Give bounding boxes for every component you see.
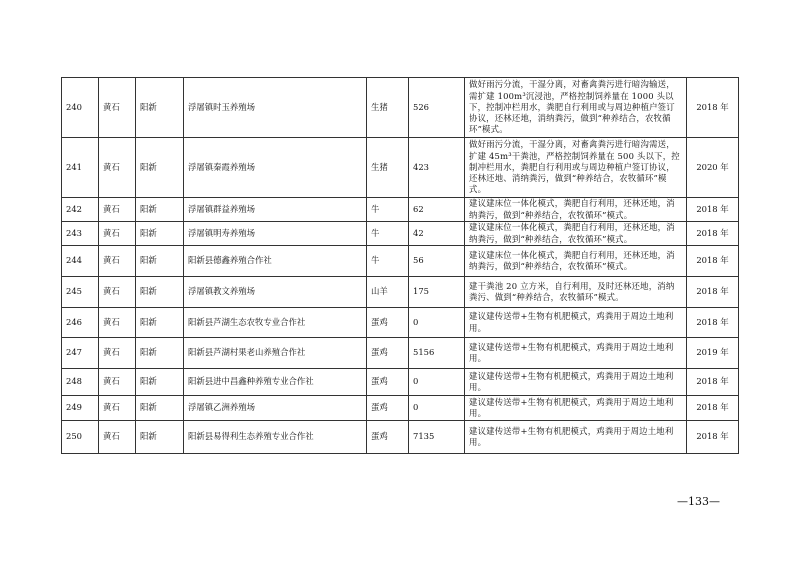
row-index: 250 [62,421,99,454]
farm-name-cell: 浮屠镇乙洲养殖场 [184,396,367,421]
row-index: 249 [62,396,99,421]
measure-cell: 做好雨污分流，干湿分离，对畜禽粪污进行暗沟输送，需扩建 100m³沉浸池，严格控制饲养量在 1000 头以下，控制冲栏用水，粪肥自行利用或与周边种植户签订协议，还林还地，消纳粪污，做到“种养结合，农牧循环”模式。 [465,78,687,138]
measure-cell: 建议建传送带+生物有机肥模式，鸡粪用于周边土地利用。 [465,396,687,421]
quantity-cell: 7135 [409,421,465,454]
farm-name-cell: 阳新县易得利生态养殖专业合作社 [184,421,367,454]
year-cell: 2018 年 [687,421,739,454]
county-cell: 阳新 [136,78,184,138]
quantity-cell: 56 [409,246,465,277]
year-cell: 2020 年 [687,138,739,198]
year-cell: 2018 年 [687,396,739,421]
year-cell: 2018 年 [687,222,739,246]
animal-type-cell: 蛋鸡 [367,396,409,421]
page-number: —133— [677,495,720,508]
table-row [62,198,739,222]
row-index: 243 [62,222,99,246]
measure-cell: 建议建床位一体化模式，粪肥自行利用，还林还地，消纳粪污，做到“种养结合，农牧循环”模式。 [465,246,687,277]
measure-cell: 建议建传送带+生物有机肥模式，鸡粪用于周边土地利用。 [465,308,687,338]
year-cell: 2018 年 [687,198,739,222]
quantity-cell: 0 [409,369,465,396]
city-cell: 黄石 [99,308,136,338]
county-cell: 阳新 [136,421,184,454]
measure-cell: 建议建传送带+生物有机肥模式，鸡粪用于周边土地利用。 [465,338,687,369]
measure-cell: 建议建床位一体化模式，粪肥自行利用，还林还地，消纳粪污，做到“种养结合，农牧循环”模式。 [465,198,687,222]
row-index: 240 [62,78,99,138]
farm-name-cell: 阳新县芦湖生态农牧专业合作社 [184,308,367,338]
row-index: 246 [62,308,99,338]
animal-type-cell: 蛋鸡 [367,308,409,338]
animal-type-cell: 山羊 [367,277,409,308]
row-index: 245 [62,277,99,308]
measure-cell: 建议建床位一体化模式，粪肥自行利用，还林还地，消纳粪污，做到“种养结合，农牧循环”模式。 [465,222,687,246]
year-cell: 2019 年 [687,338,739,369]
year-cell: 2018 年 [687,369,739,396]
table-row [62,78,739,138]
farm-table [61,77,739,454]
animal-type-cell: 牛 [367,246,409,277]
county-cell: 阳新 [136,369,184,396]
animal-type-cell: 蛋鸡 [367,338,409,369]
year-cell: 2018 年 [687,78,739,138]
table-row [62,369,739,396]
measure-cell: 建干粪池 20 立方米，自行利用，及时还林还地，消纳粪污、做到“种养结合，农牧循环”模式。 [465,277,687,308]
table-row [62,277,739,308]
farm-name-cell: 浮屠镇时玉养殖场 [184,78,367,138]
county-cell: 阳新 [136,138,184,198]
measure-cell: 做好雨污分流，干湿分离，对畜禽粪污进行暗沟需送，扩建 45m³干粪池，严格控制饲养量在 500 头以下，控制冲栏用水，粪肥自行利用或与周边种植户签订协议，还林还地、消纳粪污，做到“种养结合，农牧循环”模式。 [465,138,687,198]
quantity-cell: 5156 [409,338,465,369]
county-cell: 阳新 [136,338,184,369]
table-row [62,138,739,198]
farm-name-cell: 阳新县德鑫养殖合作社 [184,246,367,277]
quantity-cell: 0 [409,308,465,338]
measure-cell: 建议建传送带+生物有机肥模式，鸡粪用于周边土地利用。 [465,421,687,454]
city-cell: 黄石 [99,277,136,308]
county-cell: 阳新 [136,396,184,421]
row-index: 247 [62,338,99,369]
farm-name-cell: 阳新县芦湖村果老山养殖合作社 [184,338,367,369]
year-cell: 2018 年 [687,246,739,277]
quantity-cell: 423 [409,138,465,198]
quantity-cell: 0 [409,396,465,421]
farm-name-cell: 浮屠镇秦霞养殖场 [184,138,367,198]
county-cell: 阳新 [136,246,184,277]
farm-name-cell: 浮屠镇教文养殖场 [184,277,367,308]
row-index: 241 [62,138,99,198]
quantity-cell: 62 [409,198,465,222]
table-row [62,222,739,246]
row-index: 244 [62,246,99,277]
county-cell: 阳新 [136,198,184,222]
row-index: 242 [62,198,99,222]
county-cell: 阳新 [136,277,184,308]
city-cell: 黄石 [99,78,136,138]
animal-type-cell: 生猪 [367,78,409,138]
city-cell: 黄石 [99,198,136,222]
animal-type-cell: 生猪 [367,138,409,198]
farm-name-cell: 浮屠镇群益养殖场 [184,198,367,222]
farm-name-cell: 阳新县进中昌鑫种养殖专业合作社 [184,369,367,396]
quantity-cell: 42 [409,222,465,246]
year-cell: 2018 年 [687,308,739,338]
table-body [62,78,739,454]
city-cell: 黄石 [99,246,136,277]
animal-type-cell: 蛋鸡 [367,421,409,454]
quantity-cell: 175 [409,277,465,308]
quantity-cell: 526 [409,78,465,138]
table-row [62,338,739,369]
table-row [62,421,739,454]
animal-type-cell: 牛 [367,222,409,246]
year-cell: 2018 年 [687,277,739,308]
animal-type-cell: 牛 [367,198,409,222]
animal-type-cell: 蛋鸡 [367,369,409,396]
county-cell: 阳新 [136,308,184,338]
county-cell: 阳新 [136,222,184,246]
table-row [62,308,739,338]
city-cell: 黄石 [99,338,136,369]
city-cell: 黄石 [99,138,136,198]
row-index: 248 [62,369,99,396]
city-cell: 黄石 [99,369,136,396]
table-row [62,246,739,277]
farm-name-cell: 浮屠镇明寿养殖场 [184,222,367,246]
city-cell: 黄石 [99,396,136,421]
city-cell: 黄石 [99,421,136,454]
measure-cell: 建议建传送带+生物有机肥模式，鸡粪用于周边土地利用。 [465,369,687,396]
city-cell: 黄石 [99,222,136,246]
table-row [62,396,739,421]
